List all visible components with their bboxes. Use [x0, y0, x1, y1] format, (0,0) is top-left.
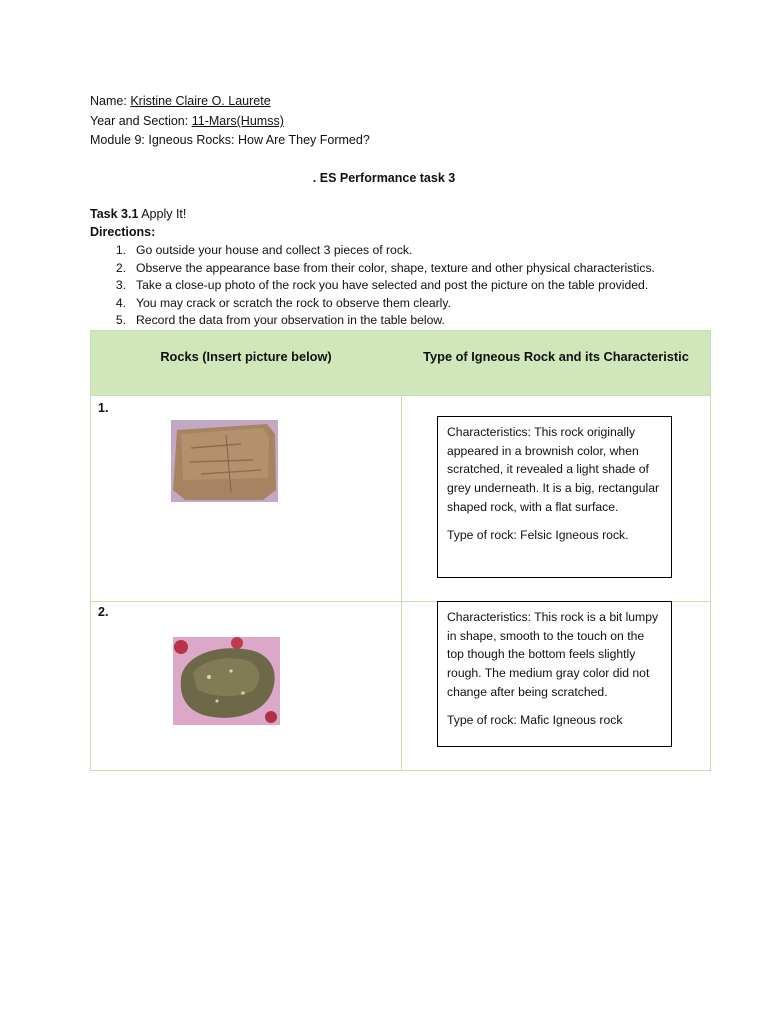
header-type: Type of Igneous Rock and its Characteristic [423, 349, 689, 364]
performance-task-title: . ES Performance task 3 [312, 171, 456, 185]
task-number: Task 3.1 [90, 207, 139, 221]
rock-photo-1 [171, 420, 278, 502]
table-header [91, 331, 710, 396]
name-value: Kristine Claire O. Laurete [130, 94, 271, 108]
rock-photo-2 [173, 637, 280, 725]
name-line [90, 92, 271, 112]
direction-item: 3. Take a close-up photo of the rock you have selected and post the picture on the table provided. [115, 278, 649, 293]
direction-item: 1. Go outside your house and collect 3 pieces of rock. [115, 243, 413, 257]
characteristics-text: Characteristics: This rock originally appeared in a brownish color, when scratched, it revealed a light shade of grey underneath. It is a big, rectangular shaped rock, with a flat surface. [447, 425, 660, 514]
name-label: Name: [90, 94, 127, 108]
row-number: 1. [98, 401, 109, 415]
rock-type-text: Type of rock: Felsic Igneous rock. [447, 527, 629, 542]
direction-item: 5. Record the data from your observation in the table below. [115, 313, 445, 328]
directions-list [90, 242, 655, 330]
header-rocks: Rocks (Insert picture below) [160, 349, 332, 364]
rocks-table [90, 330, 711, 771]
section-label: Year and Section: [90, 114, 189, 128]
characteristics-box-1 [437, 416, 672, 578]
section-line [90, 112, 284, 132]
section-value: 11-Mars(Humss) [191, 114, 284, 128]
characteristics-box-2 [437, 601, 672, 747]
characteristics-text: Characteristics: This rock is a bit lumpy in shape, smooth to the touch on the top though the bottom feels slightly rough. The medium gray color did not change after being scratched. [447, 610, 659, 699]
direction-item: 4. You may crack or scratch the rock to observe them clearly. [115, 295, 451, 310]
module-line: Module 9: Igneous Rocks: How Are They Formed? [90, 133, 370, 147]
rock-type-text: Type of rock: Mafic Igneous rock [447, 712, 623, 727]
task-heading [90, 207, 186, 221]
directions-label: Directions: [90, 225, 156, 239]
column-divider [401, 395, 402, 770]
direction-item: 2. Observe the appearance base from their color, shape, texture and other physical characteristics. [115, 260, 655, 275]
row-number: 2. [98, 605, 109, 619]
task-title: Apply It! [141, 207, 187, 221]
